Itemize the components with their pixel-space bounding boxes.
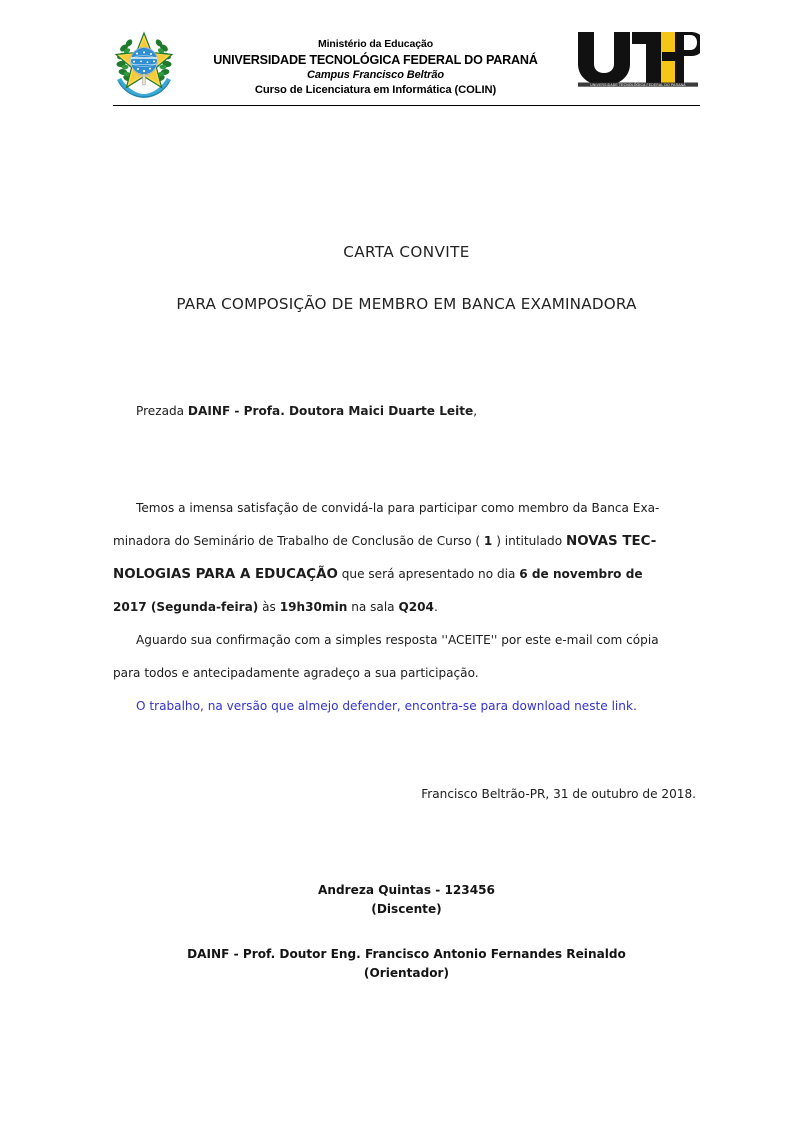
page-subtitle: PARA COMPOSIÇÃO DE MEMBRO EM BANCA EXAMINADORA [176,295,637,313]
body-line-4 [113,591,700,624]
body-text: minadora do Seminário de Trabalho de Conclusão de Curso ( [113,534,484,548]
signature-name: DAINF - Prof. Doutor Eng. Francisco Antonio Fernandes Reinaldo [187,947,626,961]
signature-role: (Discente) [371,901,442,916]
presentation-date-part2: 2017 (Segunda-feira) [113,600,259,614]
seminar-number: 1 [483,534,493,548]
body-line-6 [113,657,700,690]
signature-advisor [113,945,700,982]
header-line-campus: Campus Francisco Beltrão [307,69,444,82]
letter-body [113,492,700,690]
body-line-3 [113,558,700,591]
salutation-recipient: DAINF - Profa. Doutora Maici Duarte Leite [187,404,474,418]
body-text: às [258,600,280,614]
header-line-course: Curso de Licenciatura em Informática (COLIN) [254,83,497,96]
header-institution-text [175,28,576,98]
salutation-suffix: , [473,404,478,418]
presentation-time: 19h30min [279,600,348,614]
presentation-room: Q204 [398,600,434,614]
body-line-1 [113,492,700,525]
work-title-part2: NOLOGIAS PARA A EDUCAÇÃO [113,567,338,582]
page-title: CARTA CONVITE [343,243,470,261]
body-text: . [433,600,438,614]
utfpr-logo-icon [576,28,700,88]
body-text: para todos e antecipadamente agradeço a sua participação. [113,666,479,680]
header-line-ministry: Ministério da Educação [317,38,434,50]
body-text: ) intitulado [492,534,566,548]
body-text: Aguardo sua confirmação com a simples resposta ''ACEITE'' por este e-mail com cópia [136,633,659,647]
presentation-date-part1: 6 de novembro de [519,567,643,581]
place-and-date: Francisco Beltrão-PR, 31 de outubro de 2018. [421,787,696,801]
signature-student [113,881,700,918]
document-header [113,28,700,103]
body-line-5 [113,624,700,657]
salutation-line [136,404,700,418]
body-text: que será apresentado no dia [337,567,520,581]
download-link[interactable]: O trabalho, na versão que almejo defender, encontra-se para download neste link. [136,699,637,713]
header-line-university: UNIVERSIDADE TECNOLÓGICA FEDERAL DO PARANÁ [213,52,538,67]
body-text: Temos a imensa satisfação de convidá-la para participar como membro da Banca Exa- [136,501,660,515]
brazil-coat-of-arms-icon [113,28,175,100]
header-divider-rule [113,105,700,106]
body-text: na sala [347,600,399,614]
work-title-part1: NOVAS TEC- [565,534,657,549]
body-line-2 [113,525,700,558]
signature-name: Andreza Quintas - 123456 [318,883,495,897]
salutation-prefix: Prezada [136,404,188,418]
svg-text:UNIVERSIDADE TECNOLÓGICA FEDER: UNIVERSIDADE TECNOLÓGICA FEDERAL DO PARANÁ [590,83,686,87]
signature-role: (Orientador) [363,965,450,980]
